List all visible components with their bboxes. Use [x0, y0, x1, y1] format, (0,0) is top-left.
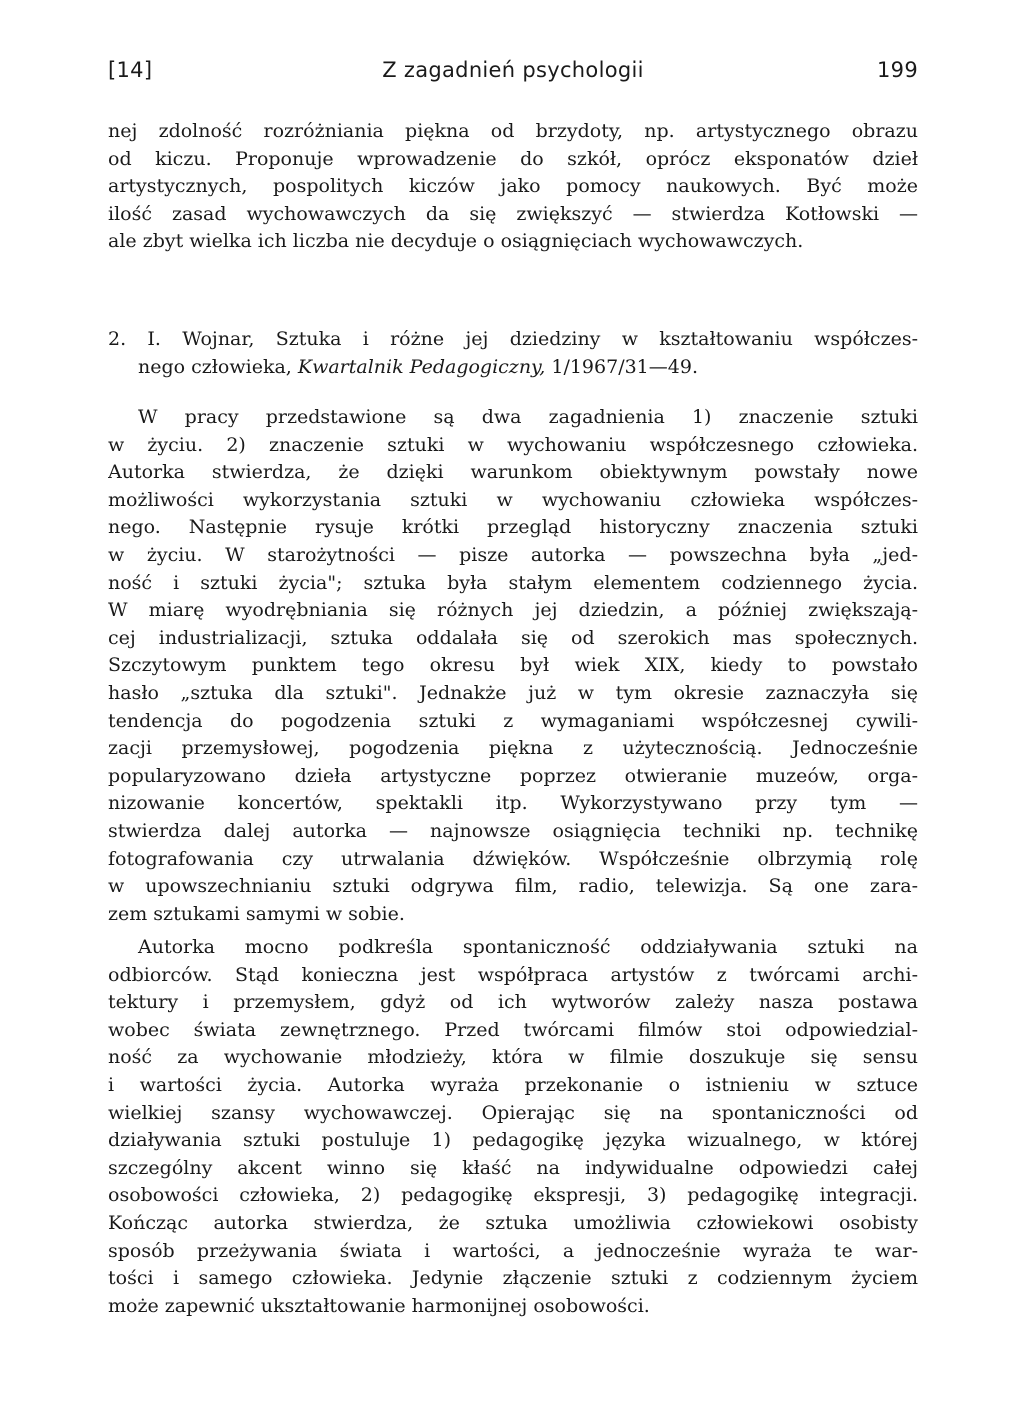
- page-number: 199: [877, 58, 918, 82]
- text-line: fotografowania czy utrwalania dźwięków. Współcześnie olbrzymią rolę: [108, 847, 918, 870]
- text-line: wobec świata zewnętrznego. Przed twórcami filmów stoi odpowiedzial-: [108, 1018, 918, 1041]
- text-line: Szczytowym punktem tego okresu był wiek XIX, kiedy to powstało: [108, 654, 918, 677]
- text-line: zacji przemysłowej, pogodzenia piękna z użytecznością. Jednocześnie: [108, 737, 918, 760]
- text-line: od kiczu. Proponuje wprowadzenie do szkół, oprócz eksponatów dzieł: [108, 147, 918, 170]
- reference-line: 2. I. Wojnar, Sztuka i różne jej dziedziny w kształtowaniu współczes-: [108, 328, 918, 350]
- text-line: tektury i przemysłem, gdyż od ich wytworów zależy nasza postawa: [108, 991, 918, 1014]
- paragraph-continuation: [108, 118, 918, 256]
- running-title: Z zagadnień psychologii: [382, 58, 644, 82]
- text-line: szczególny akcent winno się kłaść na indywidualne odpowiedzi całej: [108, 1156, 918, 1179]
- bibliographic-reference: [108, 326, 918, 381]
- text-line: odbiorców. Stąd konieczna jest współpraca artystów z twórcami archi-: [108, 963, 918, 986]
- text-line: ilość zasad wychowawczych da się zwiększyć — stwierdza Kotłowski —: [108, 202, 918, 225]
- text-line: Autorka stwierdza, że dzięki warunkom obiektywnym powstały nowe: [108, 461, 918, 484]
- text-line: w upowszechnianiu sztuki odgrywa film, radio, telewizja. Są one zara-: [108, 875, 918, 898]
- text-line: ność za wychowanie młodzieży, która w filmie doszukuje się sensu: [108, 1046, 918, 1069]
- text-line: Autorka mocno podkreśla spontaniczność oddziaływania sztuki na: [138, 936, 918, 958]
- text-line: tości i samego człowieka. Jedynie złączenie sztuki z codziennym życiem: [108, 1267, 918, 1290]
- running-header: [108, 58, 918, 98]
- text-line: i wartości życia. Autorka wyraża przekonanie o istnieniu w sztuce: [108, 1073, 918, 1096]
- journal-title: Kwartalnik Pedagogiczny,: [297, 355, 546, 378]
- text-line: W pracy przedstawione są dwa zagadnienia 1) znaczenie sztuki: [138, 406, 918, 428]
- text-line: w życiu. 2) znaczenie sztuki w wychowaniu współczesnego człowieka.: [108, 433, 918, 456]
- reference-text: nego człowieka,: [138, 355, 298, 378]
- summary-paragraph: [108, 934, 918, 1320]
- section-number: [14]: [108, 58, 153, 82]
- text-line: artystycznych, pospolitych kiczów jako pomocy naukowych. Być może: [108, 175, 918, 198]
- text-line: wielkiej szansy wychowawczej. Opierając się na spontaniczności od: [108, 1101, 918, 1124]
- text-line: osobowości człowieka, 2) pedagogikę ekspresji, 3) pedagogikę integracji.: [108, 1184, 918, 1207]
- summary-paragraph: [108, 404, 918, 928]
- text-line: nego. Następnie rysuje krótki przegląd historyczny znaczenia sztuki: [108, 516, 918, 539]
- text-line: tendencja do pogodzenia sztuki z wymaganiami współczesnej cywili-: [108, 709, 918, 732]
- text-line: możliwości wykorzystania sztuki w wychowaniu człowieka współczes-: [108, 488, 918, 511]
- text-line: cej industrializacji, sztuka oddalała się od szerokich mas społecznych.: [108, 626, 918, 649]
- text-line: hasło „sztuka dla sztuki". Jednakże już w tym okresie zaznaczyła się: [108, 681, 918, 704]
- text-line: sposób przeżywania świata i wartości, a jednocześnie wyraża te war-: [108, 1239, 918, 1262]
- text-line: nej zdolność rozróżniania piękna od brzydoty, np. artystycznego obrazu: [108, 120, 918, 142]
- text-line: nizowanie koncertów, spektakli itp. Wykorzystywano przy tym —: [108, 792, 918, 815]
- text-line: Kończąc autorka stwierdza, że sztuka umożliwia człowiekowi osobisty: [108, 1211, 918, 1234]
- text-line: ale zbyt wielka ich liczba nie decyduje o osiągnięciach wychowawczych.: [108, 230, 804, 253]
- reference-issue: 1/1967/31—49.: [545, 355, 698, 378]
- text-line: ność i sztuki życia"; sztuka była stałym elementem codziennego życia.: [108, 571, 918, 594]
- text-line: popularyzowano dzieła artystyczne poprzez otwieranie muzeów, orga-: [108, 764, 918, 787]
- text-line: stwierdza dalej autorka — najnowsze osiągnięcia techniki np. technikę: [108, 819, 918, 842]
- text-line: może zapewnić ukształtowanie harmonijnej osobowości.: [108, 1294, 650, 1317]
- text-line: W miarę wyodrębniania się różnych jej dziedzin, a później zwiększają-: [108, 599, 918, 622]
- text-line: działywania sztuki postuluje 1) pedagogikę języka wizualnego, w której: [108, 1129, 918, 1152]
- text-line: w życiu. W starożytności — pisze autorka — powszechna była „jed-: [108, 543, 918, 566]
- text-line: zem sztukami samymi w sobie.: [108, 902, 405, 925]
- reference-line: [108, 354, 918, 382]
